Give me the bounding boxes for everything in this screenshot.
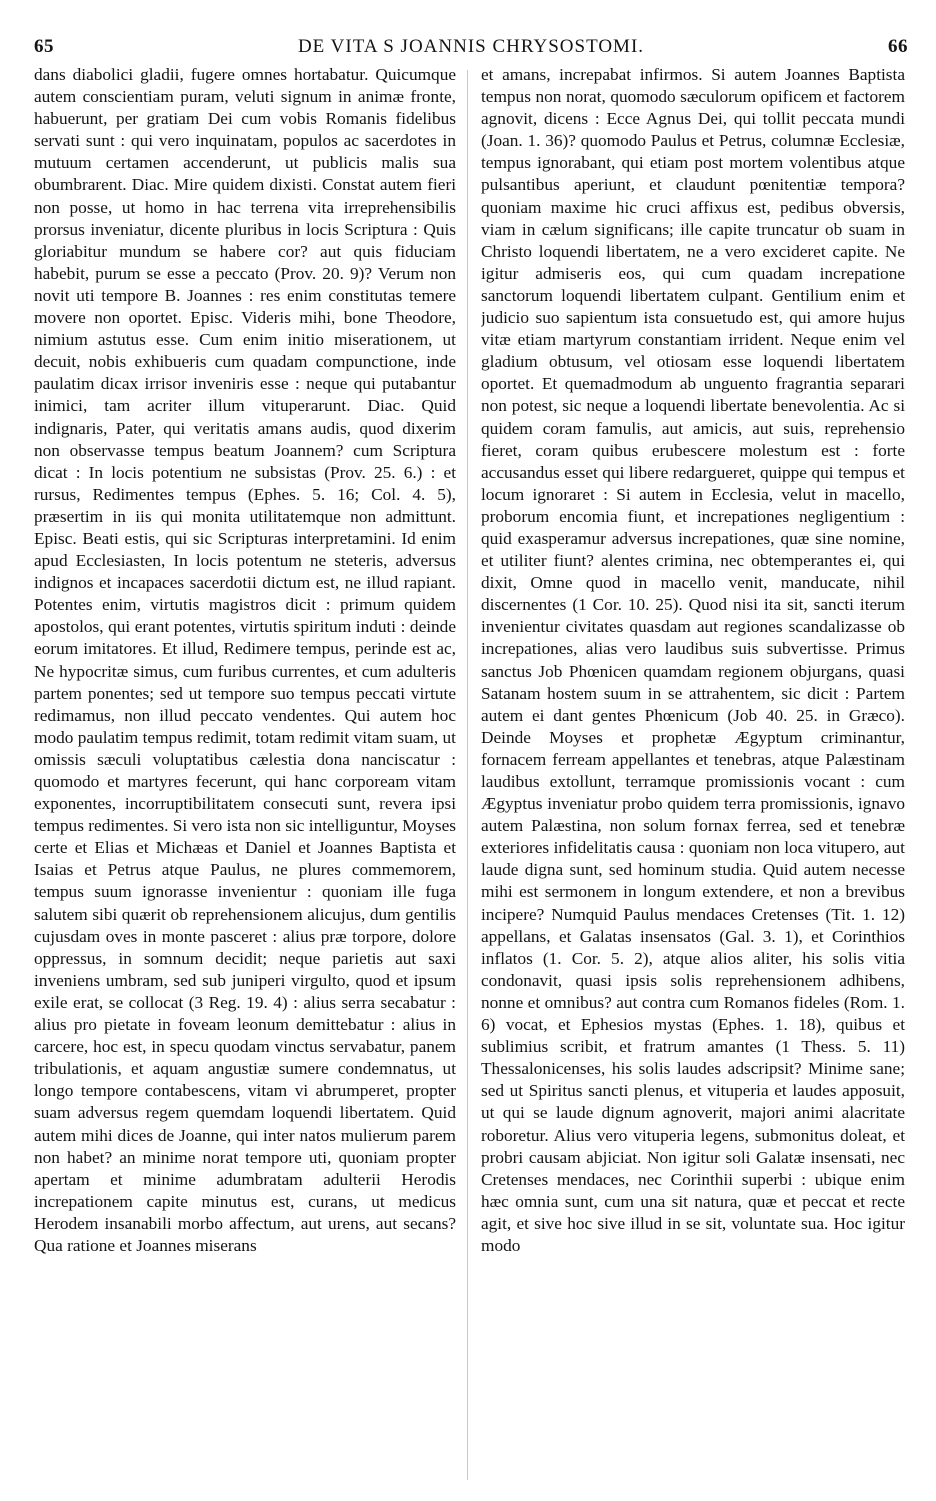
running-head [34, 36, 908, 62]
column-left-text: dans diabolici gladii, fugere omnes hortabatur. Quicumque autem conscientiam puram, veluti signum in animæ fronte, habuerunt, per gratiam Dei cum vobis Romanis fidelibus servati sunt : qui vero inquinatam, populos ac sacerdotes in mutuum certamen accenderunt, ut publicis malis sua obumbrarent. Diac. Mire quidem dixisti. Constat autem fieri non posse, ut homo in hac terrena vita irreprehensibilis prorsus inveniatur, dicente pluribus in locis Scriptura : Quis gloriabitur mundum se habere cor? aut quis fiduciam habebit, purum se esse a peccato (Prov. 20. 9)? Verum non novit uti tempore B. Joannes : res enim constitutas temere movere non oportet. Episc. Videris mihi, bone Theodore, nimium astutus esse. Cum enim initio miserationem, ut decuit, nobis exhibueris cum quadam compunctione, inde paulatim dicax irrisor inveniris esse : neque qui putabantur inimici, tam acriter illum vituperarunt. Diac. Quid indignaris, Pater, qui veritatis amans audis, quod dixerim non observasse tempus beatum Joannem? cum Scriptura dicat : In locis potentium ne subsistas (Prov. 25. 6.) : et rursus, Redimentes tempus (Ephes. 5. 16; Col. 4. 5), præsertim in iis qui monita utilitatemque non admittunt. Episc. Beati estis, qui sic Scripturas interpretamini. Id enim apud Ecclesiasten, In locis potentum ne steteris, adversus indignos et incapaces sacerdotii dictum est, ne illud rapiant. Potentes enim, virtutis magistros dicit : primum quidem apostolos, qui erant potentes, virtutis spiritum induti : deinde eorum imitatores. Et illud, Redimere tempus, perinde est ac, Ne hypocritæ simus, cum furibus currentes, et cum adulteris partem ponentes; sed ut tempore suo tempus peccati virtute redimamus, non illud peccato vendentes. Qui autem hoc modo paulatim tempus redimit, totam redimit vitam suam, ut omissis sæculi voluptatibus cælestia dona nanciscatur : quomodo et martyres fecerunt, qui hanc corpoream vitam exponentes, incorruptibilitatem consecuti sunt, revera ipsi tempus redimentes. Si vero ista non sic intelliguntur, Moyses certe et Elias et Michæas et Daniel et Joannes Baptista et Isaias et Petrus atque Paulus, ne plures commemorem, tempus suum ignorasse invenientur : quoniam ille fuga salutem sibi quærit ob reprehensionem alicujus, dum gentilis cujusdam oves in monte pasceret : alius præ torpore, dolore oppressus, in somnum decidit; neque parietis aut saxi inveniens umbram, sed sub juniperi virgulto, quod et ipsum exile erat, se collocat (3 Reg. 19. 4) : alius serra secabatur : alius pro pietate in foveam leonum demittebatur : alius in carcere, hoc est, in specu quodam vinctus servabatur, panem tribulationis, et aquam angustiæ sumere condemnatus, ut longo tempore contabescens, vitam vi abrumperet, propter suam adversus regem quemdam loquendi libertatem. Quid autem mihi dices de Joanne, qui inter natos mulierum parem non habet? an minime norat tempore uti, quoniam propter apertam et minime adumbratam adulterii Herodis increpationem capite minutus est, curans, ut medicus Herodem insanabili morbo affectum, aut urens, aut secans? Qua ratione et Joannes miserans [34, 65, 456, 1255]
column-right-text: et amans, increpabat infirmos. Si autem Joannes Baptista tempus non norat, quomodo sæculorum opificem et factorem agnovit, dicens : Ecce Agnus Dei, qui tollit peccata mundi (Joan. 1. 36)? quomodo Paulus et Petrus, columnæ Ecclesiæ, tempus ignorabant, qui etiam post mortem volentibus atque pulsantibus aperiunt, et claudunt pœnitentiæ tempora? quoniam maxime hic cruci affixus est, pedibus obversis, viam in cælum significans; ille capite truncatur ob suam in Christo loquendi libertatem, ne a vero excideret capite. Ne igitur admiseris eos, qui cum quadam increpatione sanctorum loquendi libertatem culpant. Gentilium enim et judicio suo sapientum ista consuetudo est, qui amore hujus vitæ etiam martyrum constantiam irrident. Neque enim vel gladium obtusum, vel otiosam esse loquendi libertatem oportet. Et quemadmodum ab unguento fragrantia separari non potest, sic neque a loquendi libertate benevolentia. Ac si quidem coram famulis, aut amicis, aut suis, reprehensio fieret, coram quibus erubescere molestum est : forte accusandus esset qui libere redargueret, quippe qui tempus et locum ignoraret : Si autem in Ecclesia, velut in macello, proborum encomia fiunt, et increpationes negligentium : quid exasperamur adversus increpationes, quæ sine nomine, et utiliter fiunt? alentes crimina, nec obtemperantes ei, qui dixit, Omne quod in macello venit, manducate, nihil discernentes (1 Cor. 10. 25). Quod nisi ita sit, sancti iterum invenientur civitates quasdam aut regiones scandalizasse ob increpationes, alias vero laudibus suis subvertisse. Primus sanctus Job Phœnicen quamdam regionem objurgans, quasi Satanam hostem suum in se attrahentem, sic dicit : Partem autem ei dant gentes Phœnicum (Job 40. 25. in Græco). Deinde Moyses et prophetæ Ægyptum criminantur, fornacem ferream appellantes et tenebras, atque Palæstinam laudibus extollunt, terramque promissionis vocant : cum Ægyptus inveniatur probo quidem terra promissionis, ignavo autem Palæstina, non solum fornax ferrea, sed et tenebræ exteriores infidelitatis causa : quoniam non loca vitupero, aut laude digna sunt, sed hominum studia. Quid autem necesse mihi est sermonem in longum extendere, et non a brevibus incipere? Numquid Paulus mendaces Cretenses (Tit. 1. 12) appellans, et Galatas insensatos (Gal. 3. 1), et Corinthios inflatos (1. Cor. 5. 2), atque alios aliter, his solis vitia condonavit, quasi ipsis solis reprehensionem adhibens, nonne et omnibus? aut contra cum Romanos fideles (Rom. 1. 6) vocat, et Ephesios mystas (Ephes. 1. 18), quibus et sublimius scribit, et fratrum amantes (1 Thess. 5. 11) Thessalonicenses, his solis laudes adscripsit? Minime sane; sed ut Spiritus sancti plenus, et vituperia et laudes apposuit, ut qui se laude dignum agnoverit, majori animi alacritate roboretur. Alius vero vituperia legens, submonitus doleat, et probri causam abjiciat. Non igitur soli Galatæ insensati, nec Cretenses mendaces, nec Corinthii superbi : ubique enim hæc omnia sunt, cum una sit natura, quæ et peccat et recte agit, et sive hoc sive illud in se sit, voluntate sua. Hoc igitur modo [481, 65, 905, 1255]
text-column-right [481, 64, 905, 1494]
running-title: DE VITA S JOANNIS CHRYSOSTOMI. [297, 36, 645, 57]
page-number-right: 66 [888, 36, 908, 57]
column-divider [467, 70, 468, 1480]
text-column-left [34, 64, 456, 1494]
page-number-left: 65 [34, 36, 54, 57]
